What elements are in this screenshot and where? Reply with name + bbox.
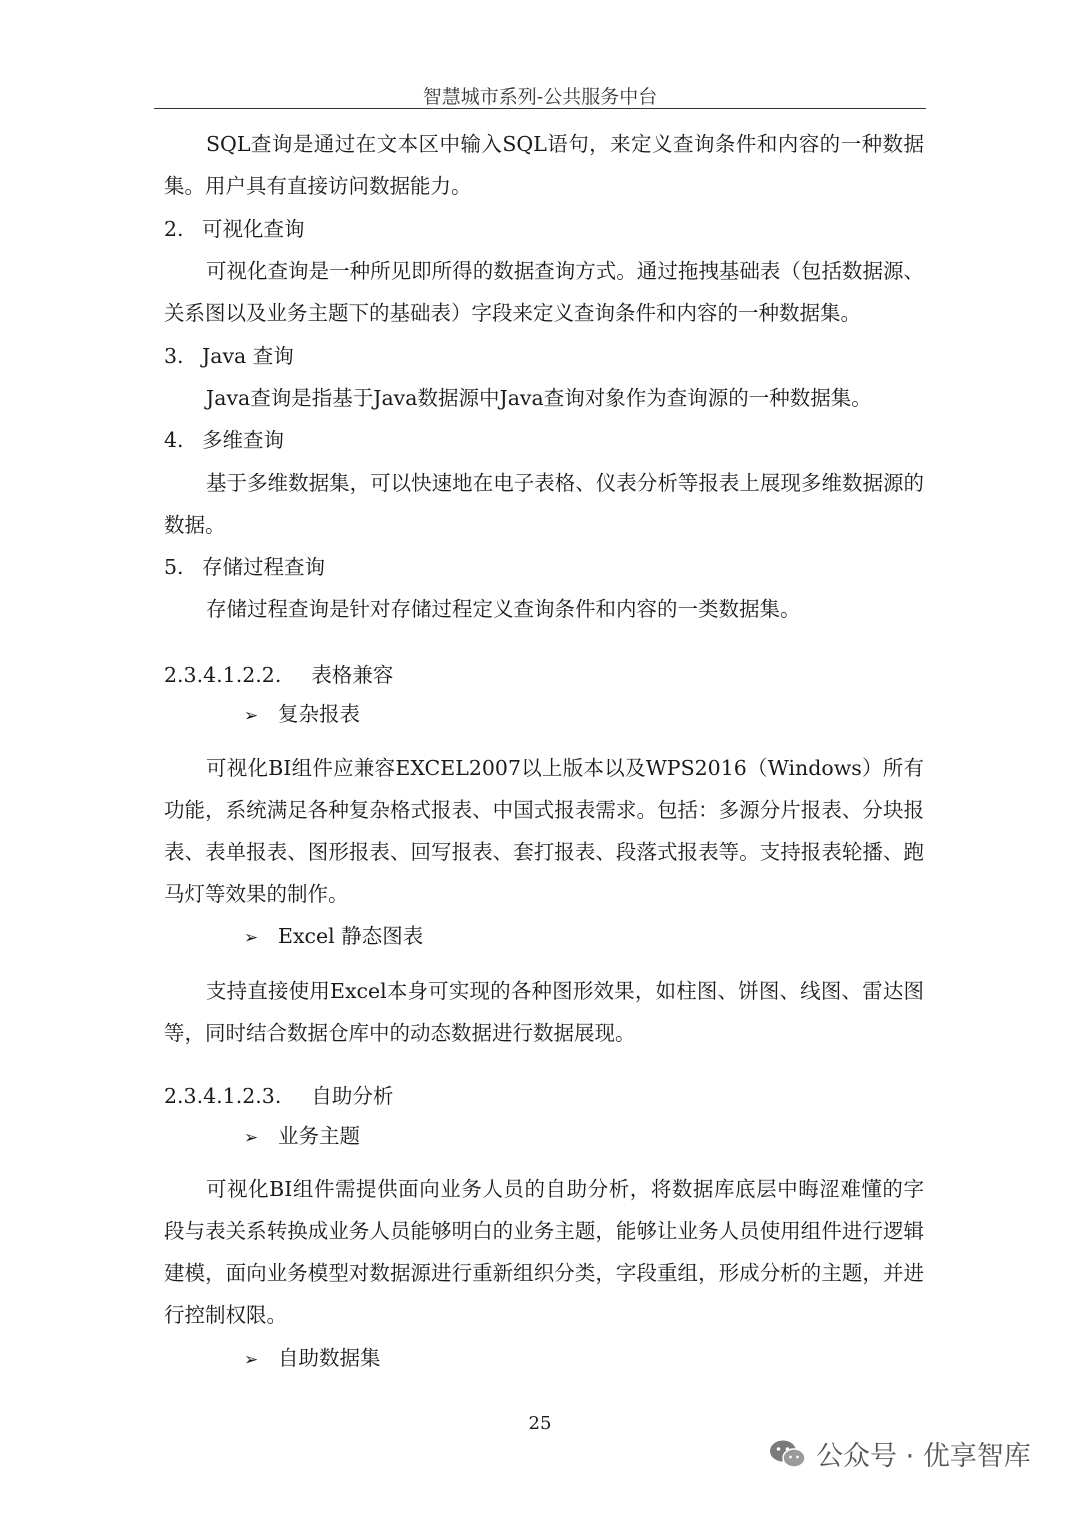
section-heading-table-compat [164,654,393,696]
bullet-label: 自助数据集 [278,1346,381,1370]
paragraph-excel-static-chart: 支持直接使用Excel本身可实现的各种图形效果，如柱图、饼图、线图、雷达图等，同时结合数据仓库中的动态数据进行数据展现。 [164,979,924,1045]
bullet-business-theme [244,1115,360,1159]
heading-label: 存储过程查询 [202,555,325,579]
arrow-bullet-icon: ➢ [244,1350,259,1370]
paragraph-sql-query: SQL查询是通过在文本区中输入SQL语句，来定义查询条件和内容的一种数据集。用户具有直接访问数据能力。 [164,132,924,198]
heading-label: Java 查询 [202,344,294,368]
heading-visual-query [164,208,305,250]
section-heading-self-service [164,1075,393,1117]
heading-number: 2. [164,217,184,241]
arrow-bullet-icon: ➢ [244,706,259,726]
arrow-bullet-icon: ➢ [244,1128,259,1148]
heading-java-query [164,335,294,377]
section-number: 2.3.4.1.2.2. [164,663,282,687]
bullet-self-service-dataset [244,1337,381,1381]
wechat-icon [768,1438,808,1470]
paragraph-stored-procedure-query: 存储过程查询是针对存储过程定义查询条件和内容的一类数据集。 [206,597,801,621]
paragraph-complex-report: 可视化BI组件应兼容EXCEL2007以上版本以及WPS2016（Windows）所有功能，系统满足各种复杂格式报表、中国式报表需求。包括：多源分片报表、分块报表、表单报表、图形报表、回写报表、套打报表、段落式报表等。支持报表轮播、跑马灯等效果的制作。 [164,756,924,906]
heading-olap-query [164,419,284,461]
paragraph-java-query: Java查询是指基于Java数据源中Java查询对象作为查询源的一种数据集。 [206,386,872,410]
watermark-text: 公众号 · 优享智库 [816,1441,1031,1472]
paragraph-visual-query: 可视化查询是一种所见即所得的数据查询方式。通过拖拽基础表（包括数据源、关系图以及业务主题下的基础表）字段来定义查询条件和内容的一种数据集。 [164,259,924,325]
arrow-bullet-icon: ➢ [244,928,259,948]
page-header-title: 智慧城市系列-公共服务中台 [422,86,658,108]
bullet-complex-report [244,693,360,737]
section-label: 自助分析 [311,1084,394,1108]
heading-label: 多维查询 [202,428,284,452]
bullet-excel-static-chart [244,915,423,959]
watermark [768,1434,1031,1473]
paragraph-business-theme: 可视化BI组件需提供面向业务人员的自助分析，将数据库底层中晦涩难懂的字段与表关系转换成业务人员能够明白的业务主题，能够让业务人员使用组件进行逻辑建模，面向业务模型对数据源进行重新组织分类，字段重组，形成分析的主题，并进行控制权限。 [164,1177,924,1327]
bullet-label: Excel 静态图表 [278,924,424,948]
bullet-label: 复杂报表 [278,702,360,726]
heading-stored-procedure-query [164,546,325,588]
heading-number: 5. [164,555,184,579]
section-label: 表格兼容 [311,663,394,687]
section-number: 2.3.4.1.2.3. [164,1084,282,1108]
page-number: 25 [528,1413,552,1434]
heading-number: 3. [164,344,184,368]
bullet-label: 业务主题 [278,1124,360,1148]
paragraph-olap-query: 基于多维数据集，可以快速地在电子表格、仪表分析等报表上展现多维数据源的数据。 [164,471,924,537]
heading-number: 4. [164,428,184,452]
header-divider [154,108,926,109]
heading-label: 可视化查询 [202,217,305,241]
